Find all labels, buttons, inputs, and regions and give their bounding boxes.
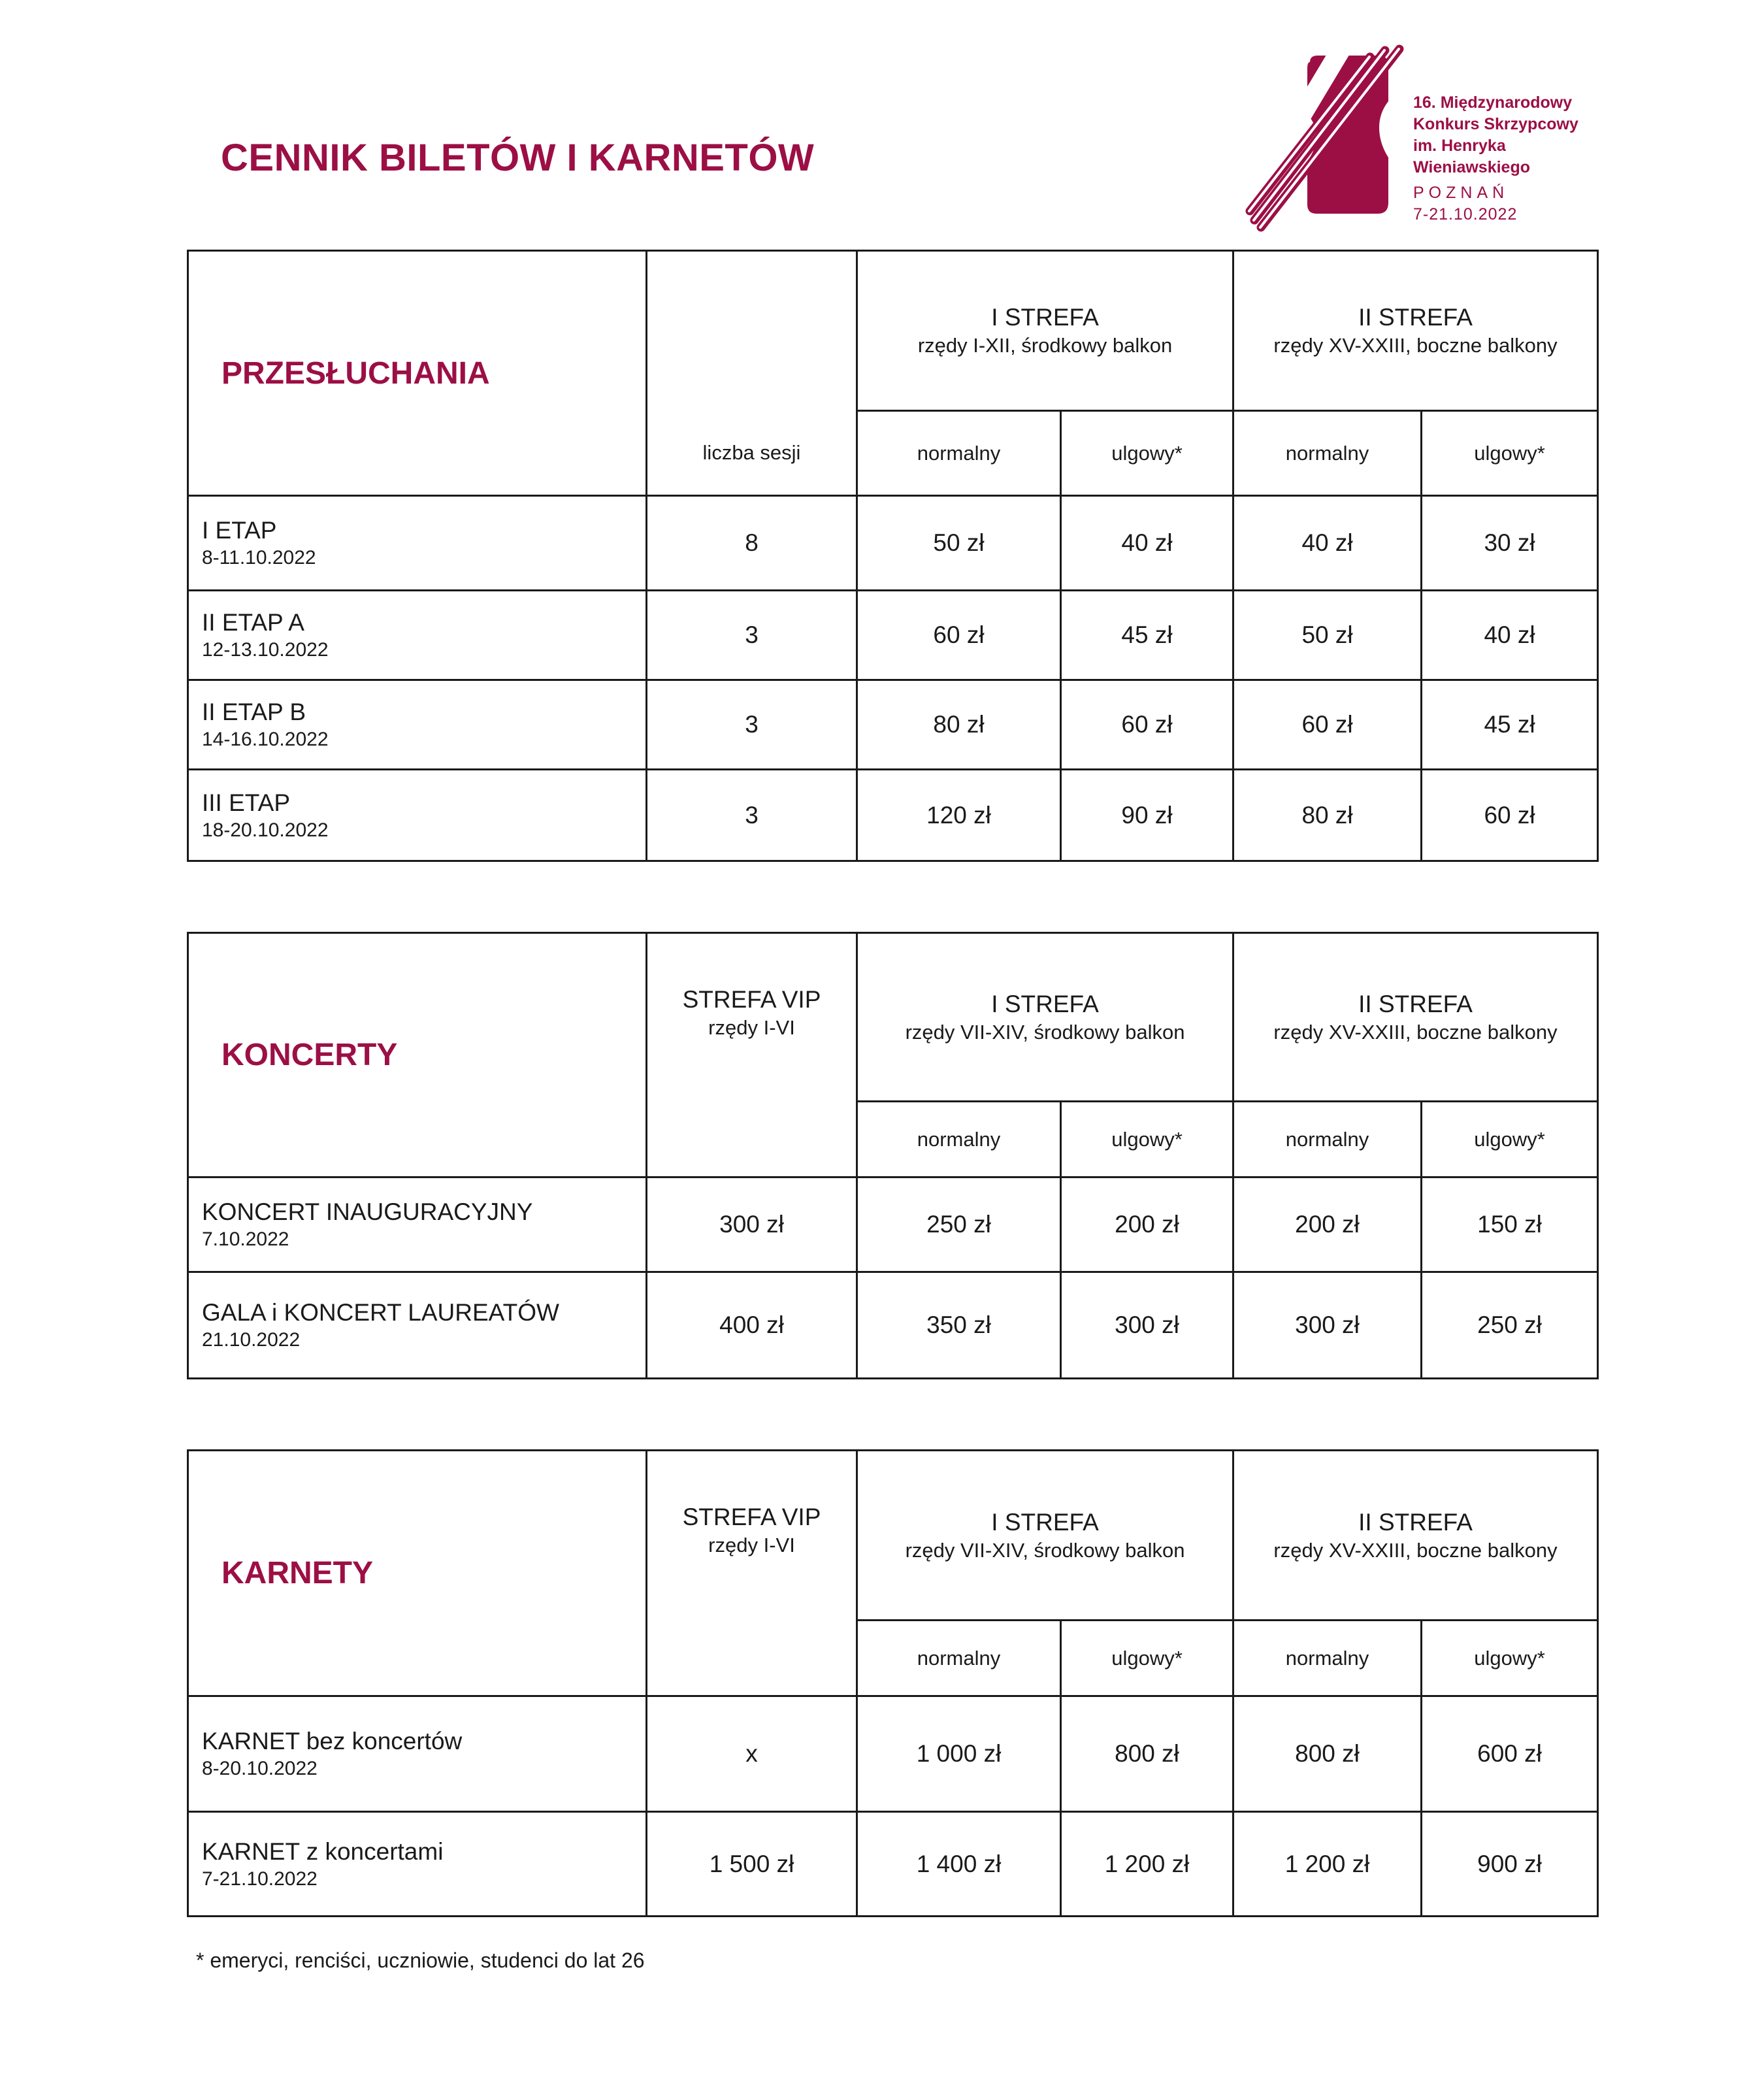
row-label [188,1177,647,1272]
row-label [188,680,647,770]
price-cell: 1 200 zł [1061,1812,1233,1917]
col-zone1-normal: normalny [857,1621,1061,1696]
vip-name: STREFA VIP [682,1504,821,1530]
auditions-zone2-header [1233,251,1598,411]
row-name: KARNET z koncertami [202,1837,444,1865]
price-cell: 800 zł [1061,1696,1233,1812]
auditions-zone1-header [857,251,1233,411]
vip-name: STREFA VIP [682,986,821,1013]
price-cell: 200 zł [1061,1177,1233,1272]
zone1-name: I STREFA [991,990,1099,1017]
competition-logo [1245,42,1637,239]
price-cell: 80 zł [857,680,1061,770]
row-label [188,1272,647,1379]
col-zone2-reduced: ulgowy* [1422,1621,1598,1696]
passes-zone2-header [1233,1451,1598,1621]
price-cell: 350 zł [857,1272,1061,1379]
price-cell: 60 zł [1422,770,1598,861]
zone1-rows: rzędy I-XII, środkowy balkon [917,334,1173,357]
zone1-rows: rzędy VII-XIV, środkowy balkon [905,1538,1185,1562]
row-date: 7.10.2022 [202,1228,289,1250]
vip-rows: rzędy I-VI [708,1534,795,1556]
col-zone2-reduced: ulgowy* [1422,411,1598,496]
concerts-zone1-header [857,933,1233,1102]
zone1-name: I STREFA [991,304,1099,331]
logo-line-2: Konkurs Skrzypcowy [1413,115,1578,133]
row-date: 12-13.10.2022 [202,639,329,661]
price-cell: 60 zł [1233,680,1422,770]
auditions-table [187,250,1599,862]
col-zone1-reduced: ulgowy* [1061,1102,1233,1177]
auditions-section-title: PRZESŁUCHANIA [188,251,647,496]
row-date: 18-20.10.2022 [202,819,329,841]
row-name: III ETAP [202,789,291,816]
zone2-name: II STREFA [1358,304,1473,331]
zone1-name: I STREFA [991,1508,1099,1536]
price-cell: 45 zł [1422,680,1598,770]
price-cell: 1 500 zł [647,1812,857,1917]
price-cell: 150 zł [1422,1177,1598,1272]
row-name: II ETAP B [202,699,306,725]
row-date: 14-16.10.2022 [202,729,329,750]
sessions-value: 3 [647,680,857,770]
passes-vip-header [647,1451,857,1696]
price-cell: 400 zł [647,1272,857,1379]
table-row [188,770,1598,861]
price-cell: 300 zł [1233,1272,1422,1379]
table-row [188,1812,1598,1917]
table-row [188,591,1598,680]
price-cell: 30 zł [1422,496,1598,591]
col-zone2-normal: normalny [1233,411,1422,496]
price-cell: 600 zł [1422,1696,1598,1812]
price-cell: 90 zł [1061,770,1233,861]
price-cell: 60 zł [1061,680,1233,770]
logo-dates: 7-21.10.2022 [1413,205,1518,223]
row-date: 7-21.10.2022 [202,1868,318,1890]
table-row [188,1272,1598,1379]
concerts-zone2-header [1233,933,1598,1102]
price-cell: 1 400 zł [857,1812,1061,1917]
sessions-value: 3 [647,591,857,680]
vip-rows: rzędy I-VI [708,1016,795,1039]
auditions-header-empty [647,251,857,411]
col-zone1-normal: normalny [857,411,1061,496]
price-cell: 50 zł [857,496,1061,591]
row-date: 8-11.10.2022 [202,547,316,568]
sessions-value: 3 [647,770,857,861]
price-cell: 200 zł [1233,1177,1422,1272]
logo-line-1: 16. Międzynarodowy [1413,93,1573,112]
price-cell: 60 zł [857,591,1061,680]
price-cell: 40 zł [1061,496,1233,591]
col-zone1-reduced: ulgowy* [1061,411,1233,496]
col-zone1-reduced: ulgowy* [1061,1621,1233,1696]
price-cell: 40 zł [1233,496,1422,591]
zone2-name: II STREFA [1358,1508,1473,1536]
concerts-section-title: KONCERTY [188,933,647,1177]
col-zone2-normal: normalny [1233,1621,1422,1696]
row-name: KARNET bez koncertów [202,1728,463,1754]
price-cell: 300 zł [1061,1272,1233,1379]
passes-table [187,1449,1599,1917]
table-row [188,496,1598,591]
price-cell: 250 zł [1422,1272,1598,1379]
logo-line-4: Wieniawskiego [1413,158,1530,176]
concerts-table [187,932,1599,1379]
row-date: 8-20.10.2022 [202,1758,318,1779]
passes-section-title: KARNETY [188,1451,647,1696]
row-name: KONCERT INAUGURACYJNY [202,1198,533,1225]
row-label [188,591,647,680]
logo-text [1413,92,1578,225]
price-cell: 1 000 zł [857,1696,1061,1812]
table-row [188,680,1598,770]
price-cell: 120 zł [857,770,1061,861]
row-name: II ETAP A [202,609,304,636]
price-cell: 50 zł [1233,591,1422,680]
violin-logo-icon [1245,42,1408,239]
row-label [188,770,647,861]
zone1-rows: rzędy VII-XIV, środkowy balkon [905,1020,1185,1044]
price-cell: 40 zł [1422,591,1598,680]
row-label [188,1696,647,1812]
col-zone1-normal: normalny [857,1102,1061,1177]
sessions-value: 8 [647,496,857,591]
row-name: I ETAP [202,517,277,544]
price-cell: 800 zł [1233,1696,1422,1812]
price-cell: 900 zł [1422,1812,1598,1917]
zone2-rows: rzędy XV-XXIII, boczne balkony [1273,334,1558,357]
col-zone2-normal: normalny [1233,1102,1422,1177]
passes-zone1-header [857,1451,1233,1621]
logo-city: POZNAŃ [1413,184,1509,202]
page-title: CENNIK BILETÓW I KARNETÓW [221,137,815,179]
table-row [188,1696,1598,1812]
price-cell: 45 zł [1061,591,1233,680]
price-cell: 300 zł [647,1177,857,1272]
col-zone2-reduced: ulgowy* [1422,1102,1598,1177]
zone2-name: II STREFA [1358,990,1473,1017]
price-cell: 1 200 zł [1233,1812,1422,1917]
zone2-rows: rzędy XV-XXIII, boczne balkony [1273,1020,1558,1044]
price-cell: 80 zł [1233,770,1422,861]
row-name: GALA i KONCERT LAUREATÓW [202,1299,559,1326]
concerts-vip-header [647,933,857,1177]
zone2-rows: rzędy XV-XXIII, boczne balkony [1273,1538,1558,1562]
logo-line-3: im. Henryka [1413,137,1506,155]
col-sessions: liczba sesji [647,411,857,496]
price-cell: x [647,1696,857,1812]
price-cell: 250 zł [857,1177,1061,1272]
row-label [188,496,647,591]
row-date: 21.10.2022 [202,1329,301,1351]
table-row [188,1177,1598,1272]
footnote: * emeryci, renciści, uczniowie, studenci do lat 26 [196,1949,645,1972]
row-label [188,1812,647,1917]
